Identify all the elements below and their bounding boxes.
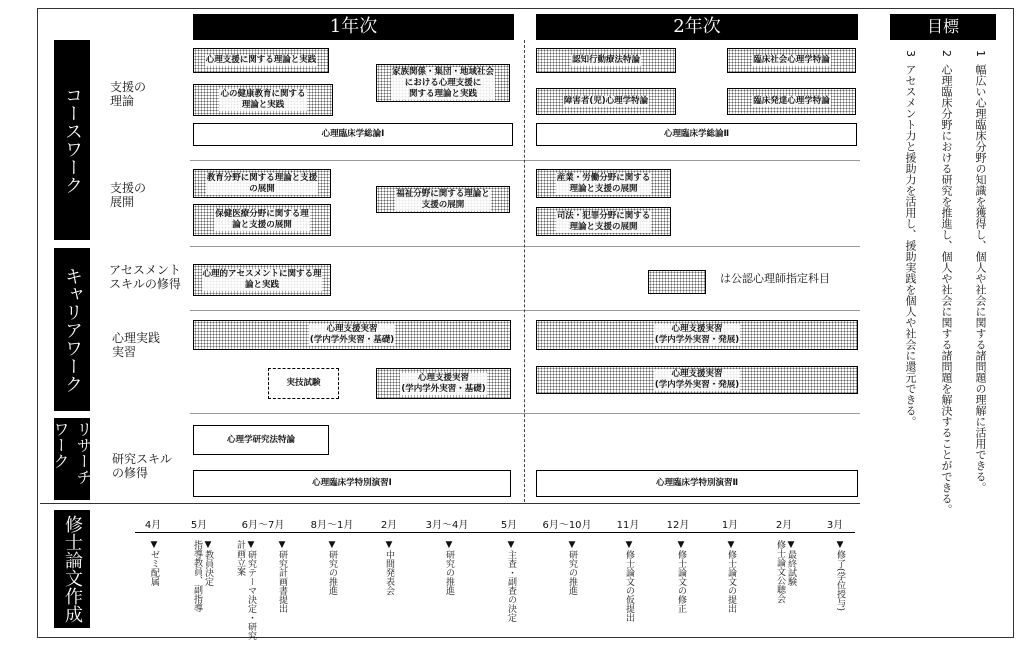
course-box: 心理臨床学総論Ⅰ bbox=[193, 123, 513, 146]
timeline-month: 11月 bbox=[616, 520, 640, 531]
course-box: 心理支援実習 (学内学外実習・基礎) bbox=[376, 368, 511, 399]
label-practice: 心理実践 実習 bbox=[112, 331, 161, 359]
course-box: 司法・犯罪分野に関する 理論と支援の展開 bbox=[536, 207, 671, 236]
researchwork-label: リサーチワーク bbox=[51, 421, 93, 485]
course-box: 教育分野に関する理論と支援 の展開 bbox=[193, 169, 331, 198]
goals-header: 目標 bbox=[890, 14, 996, 40]
label-support-dev: 支援の 展開 bbox=[110, 181, 147, 209]
timeline-event: ▼研究の推進 bbox=[567, 540, 577, 595]
timeline-month: 3月 bbox=[826, 520, 844, 531]
timeline-month: 8月～1月 bbox=[310, 520, 354, 531]
timeline-month: 2月 bbox=[380, 520, 398, 531]
course-box: 心理臨床学総論Ⅱ bbox=[536, 123, 857, 146]
goal-text-2: 心理臨床分野における研究を推進し、個人や社会に関する諸問題を解決することができる。 bbox=[940, 64, 953, 515]
timeline-event: ▼主査・副査の決定 bbox=[506, 540, 516, 622]
course-box: 心理学研究法特論 bbox=[193, 425, 329, 455]
timeline-event: ▼ゼミ配属 bbox=[149, 540, 159, 586]
timeline-event: ▼修士論文の修正 bbox=[676, 540, 686, 613]
diagram-frame bbox=[37, 8, 1014, 638]
label-assessment: アセスメント スキルの修得 bbox=[109, 263, 181, 291]
timeline-month: 6月～10月 bbox=[542, 520, 592, 531]
timeline-month: 4月 bbox=[144, 520, 162, 531]
timeline-month: 6月～7月 bbox=[241, 520, 285, 531]
course-box: 心の健康教育に関する 理論と実践 bbox=[193, 84, 333, 116]
timeline-event: ▼研究の推進 bbox=[327, 540, 337, 595]
goal-text-3: アセスメント力と援助力を活用し、援助実践を個人や社会に還元できる。 bbox=[904, 64, 917, 427]
timeline-event: ▼修士論文の提出 bbox=[726, 540, 736, 613]
course-box: 臨床社会心理学特論 bbox=[727, 48, 856, 73]
separator-line bbox=[40, 503, 860, 504]
course-box: 心理的アセスメントに関する理 論と実践 bbox=[193, 264, 331, 296]
timeline-event: ▼修了(学位授与) bbox=[835, 540, 845, 612]
year-1-header: 1年次 bbox=[193, 14, 514, 40]
timeline-month: 1月 bbox=[721, 520, 739, 531]
course-box: 心理支援実習 (学内学外実習・基礎) bbox=[193, 320, 511, 350]
course-box: 心理支援実習 (学内学外実習・発展) bbox=[536, 366, 858, 394]
year-2-header: 2年次 bbox=[536, 14, 858, 40]
course-box: 福祉分野に関する理論と 支援の展開 bbox=[376, 186, 510, 213]
course-box: 家族関係・集団・地域社会 における心理支援に 関する理論と実践 bbox=[376, 64, 510, 102]
timeline-event: ▼最終試験 修士論文公聴会 bbox=[775, 540, 796, 603]
goal-number-2: 2 bbox=[940, 50, 953, 57]
timeline-event: ▼教員決定 指導教員、副指導 bbox=[192, 540, 213, 612]
goal-number-3: 3 bbox=[904, 50, 917, 57]
timeline-event: ▼修士論文の仮提出 bbox=[624, 540, 634, 622]
timeline-month: 5月 bbox=[190, 520, 208, 531]
section-researchwork bbox=[51, 418, 93, 500]
timeline-axis bbox=[135, 532, 855, 533]
course-box: 心理支援実習 (学内学外実習・発展) bbox=[536, 320, 858, 350]
legend-text: は公認心理師指定科目 bbox=[720, 272, 830, 285]
course-box: 認知行動療法特論 bbox=[536, 48, 676, 73]
separator-line bbox=[190, 246, 860, 247]
course-box: 障害者(児)心理学特論 bbox=[536, 88, 676, 115]
goal-number-1: 1 bbox=[974, 50, 987, 57]
timeline-event: ▼中間発表会 bbox=[384, 540, 394, 595]
timeline-month: 2月 bbox=[775, 520, 793, 531]
section-coursework: コースワーク bbox=[54, 40, 90, 240]
timeline-event: ▼研究の推進 bbox=[444, 540, 454, 595]
course-box: 実技試験 bbox=[268, 368, 339, 399]
label-support-theory: 支援の 理論 bbox=[110, 80, 147, 108]
timeline-event: ▼研究計画書提出 bbox=[277, 540, 287, 613]
separator-line bbox=[190, 413, 860, 414]
goal-text-1: 幅広い心理臨床分野の知識を獲得し、個人や社会に関する諸問題の理解に活用できる。 bbox=[974, 64, 987, 493]
course-box: 保健医療分野に関する理 論と支援の展開 bbox=[193, 204, 331, 236]
section-careerwork: キャリアワーク bbox=[54, 248, 90, 411]
separator-line bbox=[190, 160, 860, 161]
course-box: 産業・労働分野に関する 理論と支援の展開 bbox=[536, 169, 671, 198]
separator-line bbox=[190, 310, 860, 311]
timeline-month: 5月 bbox=[500, 520, 518, 531]
course-box: 心理臨床学特別演習Ⅰ bbox=[193, 470, 511, 497]
timeline-month: 12月 bbox=[666, 520, 690, 531]
course-box: 心理臨床学特別演習Ⅱ bbox=[536, 470, 858, 497]
timeline-event: ▼研究テーマ決定・研究 計画立案 bbox=[235, 540, 256, 640]
legend-swatch bbox=[648, 270, 706, 294]
label-research-skill: 研究スキル の修得 bbox=[112, 452, 172, 480]
year-divider bbox=[524, 40, 525, 502]
course-box: 臨床発達心理学特論 bbox=[727, 88, 856, 115]
section-thesis: 修士論文作成 bbox=[54, 510, 90, 628]
timeline-month: 3月～4月 bbox=[425, 520, 469, 531]
course-box: 心理支援に関する理論と実践 bbox=[193, 48, 329, 73]
